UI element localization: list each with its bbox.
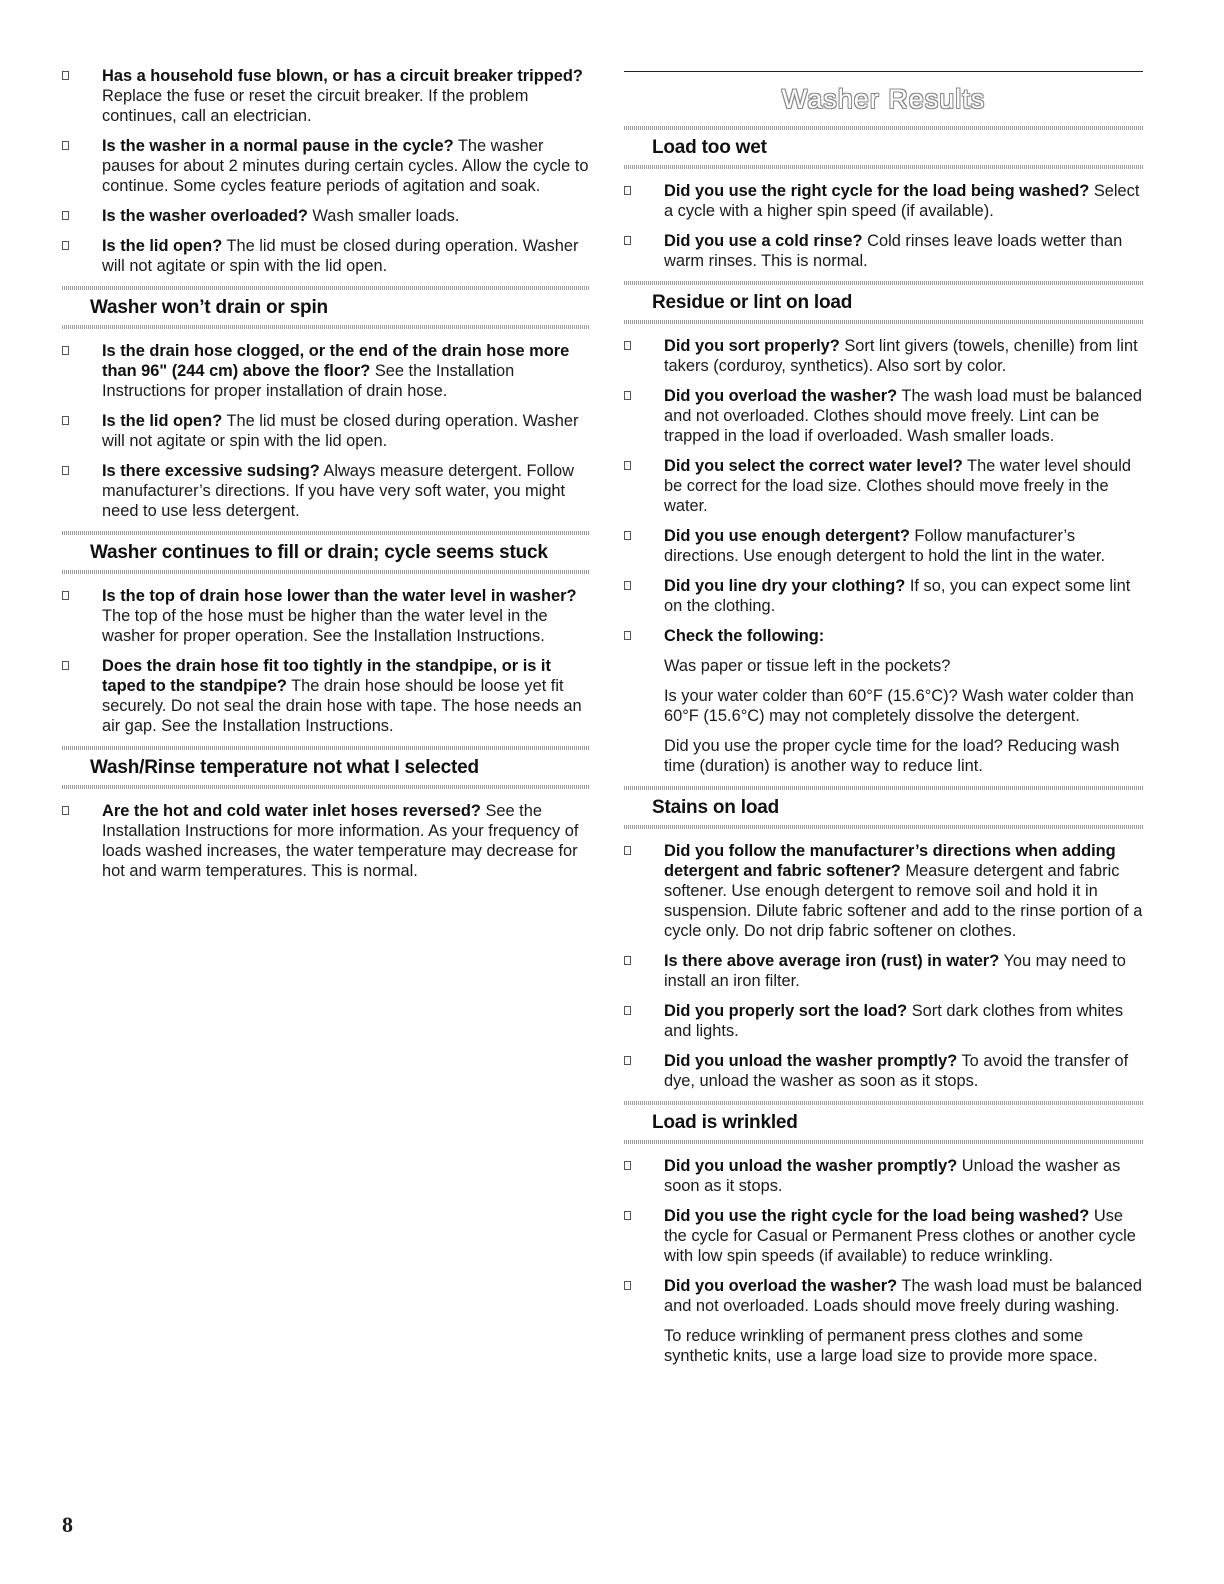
item-list — [624, 1156, 1143, 1366]
checkbox-bullet-icon — [624, 1281, 631, 1290]
item-question: Does the drain hose fit too tightly in the standpipe, or is it taped to the standpipe? — [102, 657, 551, 695]
section-banner: Washer Results — [781, 84, 986, 114]
list-item — [62, 656, 590, 736]
section-rule — [624, 825, 1143, 829]
page-number: 8 — [62, 1512, 73, 1537]
item-answer: See the Installation Instructions for proper installation of drain hose. — [102, 362, 515, 400]
list-item — [62, 206, 590, 226]
checkbox-bullet-icon — [624, 391, 631, 400]
item-question: Did you overload the washer? — [664, 387, 898, 405]
checkbox-bullet-icon — [62, 806, 69, 815]
item-answer: Use the cycle for Casual or Permanent Press clothes or another cycle with low spin speeds (if available) to reduce wrinkling. — [664, 1207, 1136, 1265]
checkbox-bullet-icon — [62, 241, 69, 250]
item-question: Did you use the right cycle for the load being washed? — [664, 1207, 1090, 1225]
item-answer: Follow manufacturer’s directions. Use enough detergent to hold the lint in the water. — [664, 527, 1106, 565]
intro-list — [62, 66, 590, 276]
item-question: Did you use a cold rinse? — [664, 232, 863, 250]
list-item — [624, 1276, 1143, 1316]
item-sub-paragraph: Is your water colder than 60°F (15.6°C)? Wash water colder than 60°F (15.6°C) may not completely dissolve the detergent. — [664, 687, 1134, 725]
item-list — [624, 841, 1143, 1091]
checkbox-bullet-icon — [624, 531, 631, 540]
section-heading: Stains on load — [652, 797, 780, 818]
list-item — [624, 626, 1143, 646]
item-answer: The washer pauses for about 2 minutes during certain cycles. Allow the cycle to continue. Some cycles feature periods of agitation and soak. — [102, 137, 589, 195]
section-rule — [62, 325, 590, 329]
list-item — [624, 456, 1143, 516]
checkbox-bullet-icon — [624, 1211, 631, 1220]
list-item — [624, 181, 1143, 221]
item-question: Is the washer overloaded? — [102, 207, 308, 225]
right-sections — [624, 126, 1143, 1366]
item-answer: The top of the hose must be higher than the water level in the washer for proper operation. See the Installation Instructions. — [102, 607, 548, 645]
list-item — [624, 951, 1143, 991]
troubleshoot-section — [62, 286, 590, 521]
item-answer: You may need to install an iron filter. — [664, 952, 1126, 990]
item-sub-paragraph: Was paper or tissue left in the pockets? — [664, 657, 951, 675]
item-question: Did you use the right cycle for the load being washed? — [664, 182, 1090, 200]
list-item — [624, 1001, 1143, 1041]
troubleshoot-section — [624, 786, 1143, 1091]
item-answer: Wash smaller loads. — [307, 207, 460, 225]
right-column — [624, 71, 1143, 1376]
item-answer: Select a cycle with a higher spin speed (if available). — [664, 182, 1140, 220]
section-heading: Load is wrinkled — [652, 1112, 798, 1133]
item-answer: Cold rinses leave loads wetter than warm rinses. This is normal. — [664, 232, 1123, 270]
list-item — [624, 1156, 1143, 1196]
checkbox-bullet-icon — [624, 1006, 631, 1015]
list-item — [62, 136, 590, 196]
item-answer: Always measure detergent. Follow manufacturer’s directions. If you have very soft water, you might need to use less detergent. — [102, 462, 574, 520]
section-rule — [624, 165, 1143, 169]
item-list — [62, 586, 590, 736]
checkbox-bullet-icon — [62, 661, 69, 670]
left-sections — [62, 286, 590, 881]
item-answer: If so, you can expect some lint on the clothing. — [664, 577, 1131, 615]
section-rule — [624, 320, 1143, 324]
checkbox-bullet-icon — [62, 346, 69, 355]
item-question: Check the following: — [664, 627, 825, 645]
item-question: Has a household fuse blown, or has a circuit breaker tripped? — [102, 67, 583, 85]
item-answer: The wash load must be balanced and not overloaded. Loads should move freely during washing. — [664, 1277, 1142, 1315]
checkbox-bullet-icon — [62, 591, 69, 600]
item-question: Is the lid open? — [102, 412, 223, 430]
left-column — [62, 66, 590, 891]
checkbox-bullet-icon — [624, 631, 631, 640]
list-item — [624, 576, 1143, 616]
item-answer: The water level should be correct for the load size. Clothes should move freely in the water. — [664, 457, 1132, 515]
list-item — [62, 411, 590, 451]
troubleshoot-section — [624, 1101, 1143, 1366]
list-item — [62, 236, 590, 276]
item-answer: Measure detergent and fabric softener. Use enough detergent to remove soil and hold it in suspension. Dilute fabric softener and add to the rinse portion of a cycle only. Do not drip fabric softener on clothes. — [664, 862, 1143, 940]
item-question: Did you overload the washer? — [664, 1277, 898, 1295]
list-item — [62, 801, 590, 881]
list-item — [624, 841, 1143, 941]
item-question: Is the top of drain hose lower than the water level in washer? — [102, 587, 577, 605]
item-list — [62, 801, 590, 881]
item-question: Are the hot and cold water inlet hoses reversed? — [102, 802, 481, 820]
item-list — [624, 336, 1143, 776]
list-item — [624, 336, 1143, 376]
section-heading: Residue or lint on load — [652, 292, 853, 313]
section-heading: Load too wet — [652, 137, 767, 158]
checkbox-bullet-icon — [624, 186, 631, 195]
list-item — [62, 461, 590, 521]
checkbox-bullet-icon — [624, 1056, 631, 1065]
list-item — [624, 526, 1143, 566]
item-question: Did you line dry your clothing? — [664, 577, 906, 595]
item-answer: The wash load must be balanced and not overloaded. Clothes should move freely. Lint can be trapped in the load if overloaded. Wash smaller loads. — [664, 387, 1142, 445]
item-question: Did you unload the washer promptly? — [664, 1052, 958, 1070]
item-answer: The drain hose should be loose yet fit securely. Do not seal the drain hose with tape. The hose needs an air gap. See the Installation Instructions. — [102, 677, 582, 735]
item-question: Did you follow the manufacturer’s directions when adding detergent and fabric softener? — [664, 842, 1116, 880]
list-item — [62, 341, 590, 401]
section-rule — [624, 1140, 1143, 1144]
troubleshoot-section — [62, 531, 590, 736]
item-answer: Sort dark clothes from whites and lights. — [664, 1002, 1124, 1040]
checkbox-bullet-icon — [62, 141, 69, 150]
checkbox-bullet-icon — [624, 956, 631, 965]
item-answer: See the Installation Instructions for more information. As your frequency of loads washed increases, the water temperature may decrease for hot and warm temperatures. This is normal. — [102, 802, 579, 880]
item-answer: Sort lint givers (towels, chenille) from lint takers (corduroy, synthetics). Also sort by color. — [664, 337, 1138, 375]
list-item — [62, 66, 590, 126]
list-item — [624, 1051, 1143, 1091]
item-list — [624, 181, 1143, 271]
checkbox-bullet-icon — [62, 466, 69, 475]
checkbox-bullet-icon — [62, 71, 69, 80]
item-answer: Unload the washer as soon as it stops. — [664, 1157, 1121, 1195]
item-question: Did you select the correct water level? — [664, 457, 963, 475]
item-question: Did you unload the washer promptly? — [664, 1157, 958, 1175]
item-list — [62, 341, 590, 521]
checkbox-bullet-icon — [624, 461, 631, 470]
troubleshoot-section — [624, 126, 1143, 271]
item-question: Is there above average iron (rust) in water? — [664, 952, 1000, 970]
checkbox-bullet-icon — [62, 416, 69, 425]
item-answer: The lid must be closed during operation. Washer will not agitate or spin with the lid open. — [102, 237, 579, 275]
checkbox-bullet-icon — [624, 341, 631, 350]
item-question: Did you sort properly? — [664, 337, 840, 355]
item-sub-paragraph: Did you use the proper cycle time for the load? Reducing wash time (duration) is another way to reduce lint. — [664, 737, 1120, 775]
section-heading: Washer won’t drain or spin — [90, 297, 328, 318]
item-question: Is the washer in a normal pause in the cycle? — [102, 137, 454, 155]
item-answer: To avoid the transfer of dye, unload the washer as soon as it stops. — [664, 1052, 1129, 1090]
item-question: Is the drain hose clogged, or the end of the drain hose more than 96" (244 cm) above the floor? — [102, 342, 570, 380]
item-answer: Replace the fuse or reset the circuit breaker. If the problem continues, call an electrician. — [102, 87, 529, 125]
section-rule — [62, 570, 590, 574]
item-question: Did you use enough detergent? — [664, 527, 910, 545]
item-answer: The lid must be closed during operation. Washer will not agitate or spin with the lid open. — [102, 412, 579, 450]
list-item — [624, 386, 1143, 446]
item-sub-paragraph: To reduce wrinkling of permanent press clothes and some synthetic knits, use a large load size to provide more space. — [664, 1327, 1098, 1365]
troubleshoot-section — [624, 281, 1143, 776]
checkbox-bullet-icon — [624, 236, 631, 245]
section-heading: Washer continues to fill or drain; cycle seems stuck — [90, 542, 548, 563]
list-item — [624, 231, 1143, 271]
item-question: Is there excessive sudsing? — [102, 462, 320, 480]
item-question: Did you properly sort the load? — [664, 1002, 908, 1020]
checkbox-bullet-icon — [624, 846, 631, 855]
troubleshoot-section — [62, 746, 590, 881]
item-question: Is the lid open? — [102, 237, 223, 255]
list-item — [624, 1206, 1143, 1266]
checkbox-bullet-icon — [62, 211, 69, 220]
checkbox-bullet-icon — [624, 581, 631, 590]
section-rule — [62, 785, 590, 789]
list-item — [62, 586, 590, 646]
section-heading: Wash/Rinse temperature not what I selected — [90, 757, 479, 778]
checkbox-bullet-icon — [624, 1161, 631, 1170]
